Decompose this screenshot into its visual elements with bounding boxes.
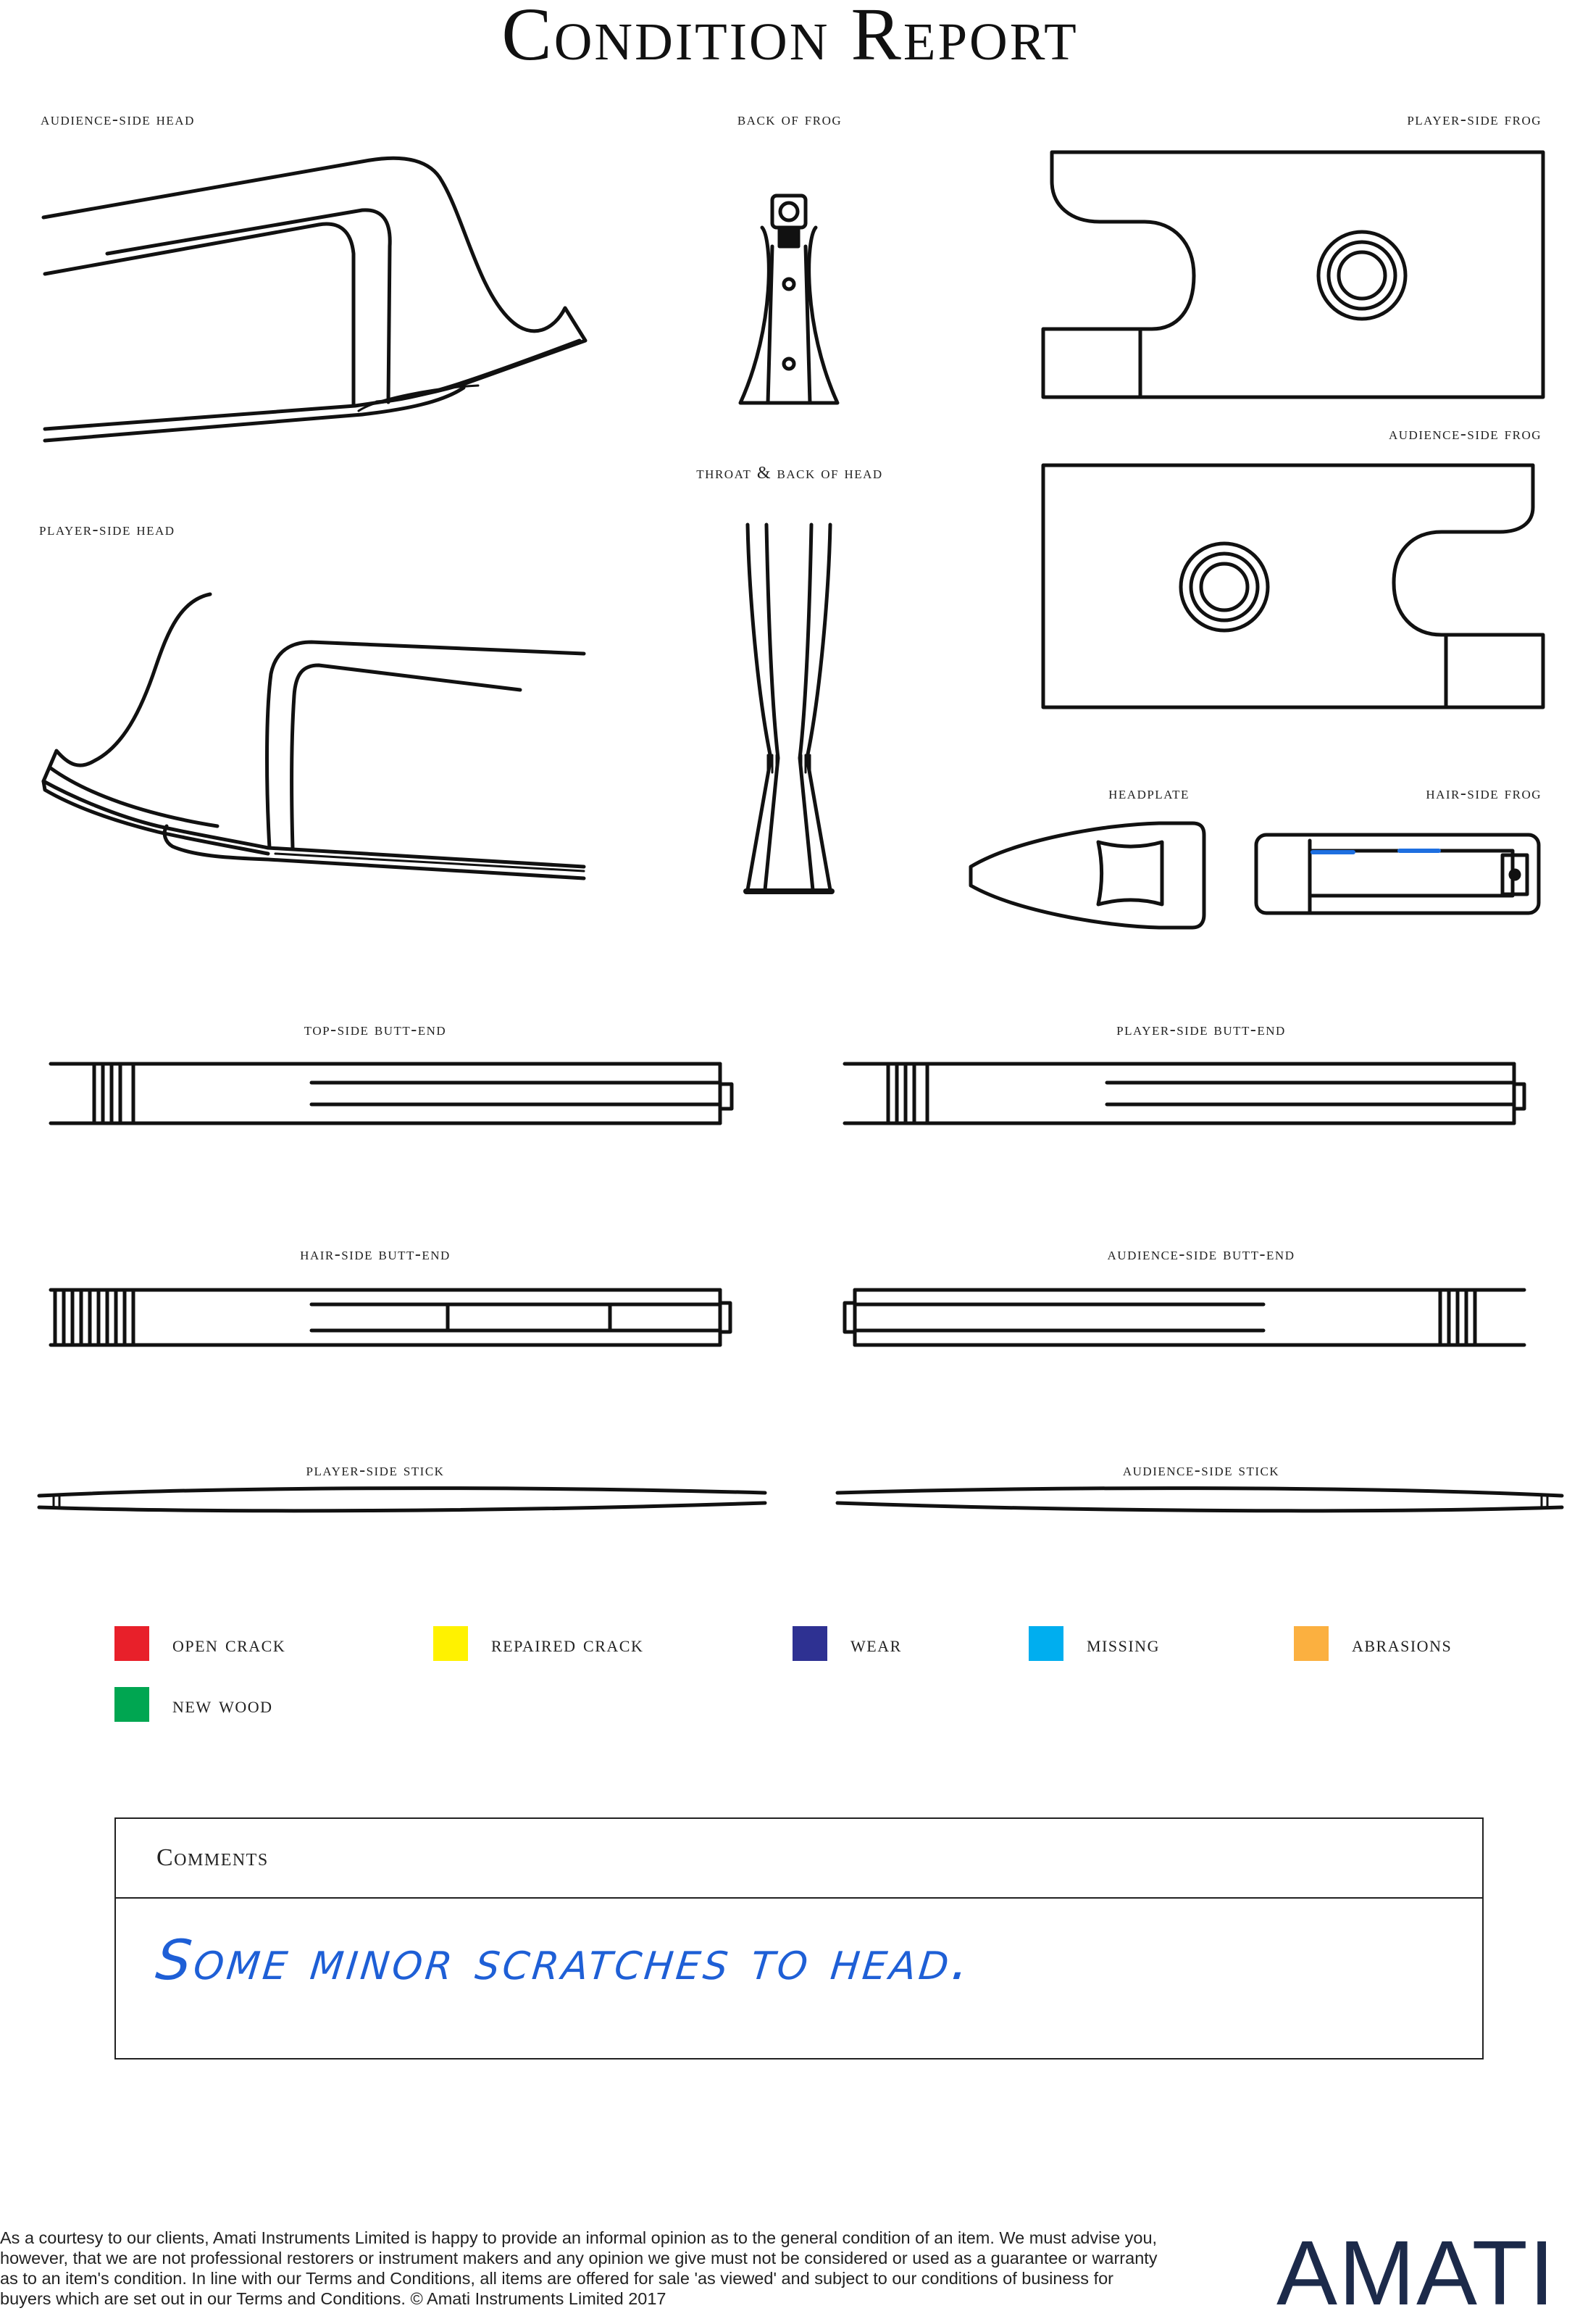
label-audience-side-stick: audience-side stick xyxy=(1122,1461,1280,1480)
legend-swatch-new-wood xyxy=(114,1687,149,1722)
comments-heading: Comments xyxy=(116,1819,1482,1899)
label-audience-side-frog: audience-side frog xyxy=(1389,425,1542,443)
comments-handwritten-text: Some minor scratches to head. xyxy=(153,1928,976,1992)
legend-missing xyxy=(1029,1626,1160,1661)
back-of-frog-drawing xyxy=(740,196,837,403)
legend-repaired-crack xyxy=(433,1626,643,1661)
legend-wear xyxy=(793,1626,902,1661)
legend-label: abrasions xyxy=(1352,1630,1452,1657)
audience-side-head-drawing xyxy=(43,158,585,441)
legend-label: missing xyxy=(1087,1630,1160,1657)
label-player-side-head: player-side head xyxy=(39,520,175,539)
player-side-stick-drawing xyxy=(39,1488,765,1511)
legend-swatch-repaired-crack xyxy=(433,1626,468,1661)
legend-new-wood xyxy=(114,1687,273,1722)
label-headplate: headplate xyxy=(1108,784,1190,803)
label-audience-side-head: audience-side head xyxy=(41,110,195,129)
audience-side-frog-drawing xyxy=(1043,465,1543,707)
top-side-butt-end-drawing xyxy=(51,1064,732,1123)
label-back-of-frog: back of frog xyxy=(737,110,843,129)
page-title: Condition Report xyxy=(501,0,1079,76)
player-side-butt-end-drawing xyxy=(845,1064,1524,1123)
legend-swatch-missing xyxy=(1029,1626,1063,1661)
legend-label: repaired crack xyxy=(491,1630,644,1657)
label-audience-side-butt-end: audience-side butt-end xyxy=(1107,1245,1295,1264)
legend-swatch-open-crack xyxy=(114,1626,149,1661)
label-player-side-butt-end: player-side butt-end xyxy=(1116,1020,1286,1039)
label-hair-side-butt-end: hair-side butt-end xyxy=(300,1245,451,1264)
legend-label: wear xyxy=(850,1630,902,1657)
label-player-side-stick: player-side stick xyxy=(306,1461,445,1480)
comments-box xyxy=(114,1817,1484,2059)
audience-side-butt-end-drawing xyxy=(845,1290,1524,1345)
disclaimer-text: As a courtesy to our clients, Amati Instruments Limited is happy to provide an informal opinion as to the general condition of an item. We must advise you, however, that we are not professional restorers or instrument makers and any opinion we give must not be considered or used as a guarantee or warranty as to an item's condition. In line with our Terms and Conditions, all items are offered for sale 'as viewed' and subject to our conditions of business for buyers which are set out in our Terms and Conditions. © Amati Instruments Limited 2017 xyxy=(0,2228,1158,2308)
legend-label: new wood xyxy=(172,1691,273,1717)
label-player-side-frog: player-side frog xyxy=(1407,110,1542,129)
amati-logo: AMATI xyxy=(1276,2222,1556,2324)
label-top-side-butt-end: top-side butt-end xyxy=(304,1020,447,1039)
legend-swatch-abrasions xyxy=(1294,1626,1329,1661)
audience-side-stick-drawing xyxy=(837,1488,1562,1511)
hair-side-butt-end-drawing xyxy=(51,1290,730,1345)
legend-open-crack xyxy=(114,1626,285,1661)
label-throat-back-of-head: throat & back of head xyxy=(696,464,883,483)
throat-back-of-head-drawing xyxy=(746,525,832,891)
label-hair-side-frog: hair-side frog xyxy=(1426,784,1542,803)
player-side-frog-drawing xyxy=(1043,152,1543,397)
legend-label: open crack xyxy=(172,1630,286,1657)
hair-side-frog-drawing xyxy=(1256,835,1539,913)
legend-abrasions xyxy=(1294,1626,1452,1661)
player-side-head-drawing xyxy=(43,594,584,878)
headplate-drawing xyxy=(971,823,1204,928)
legend-swatch-wear xyxy=(793,1626,827,1661)
